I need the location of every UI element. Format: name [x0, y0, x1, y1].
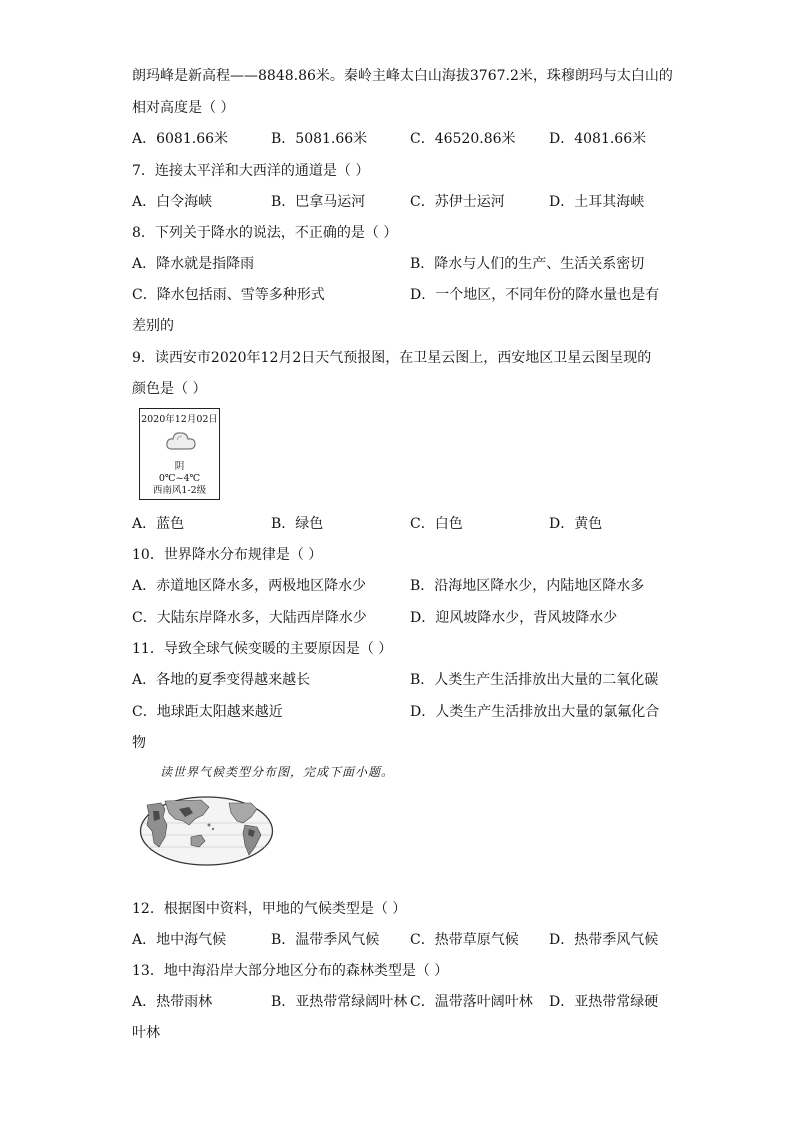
world-climate-map: [139, 795, 274, 867]
weather-forecast-card: [139, 408, 220, 500]
q12-option-a: A．地中海气候: [132, 932, 227, 948]
q10-option-d: D．迎风坡降水少，背风坡降水少: [410, 610, 618, 626]
q11-option-a: A．各地的夏季变得越来越长: [132, 672, 311, 688]
cloud-icon: [164, 427, 198, 455]
q8-option-c: C．降水包括雨、雪等多种形式: [132, 287, 325, 303]
q9-stem-line1: 9．读西安市2020年12月2日天气预报图，在卫星云图上，西安地区卫星云图呈现的: [132, 350, 652, 366]
q6-stem-line1: 朗玛峰是新高程——8848.86米。秦岭主峰太白山海拔3767.2米，珠穆朗玛与太白山的: [132, 68, 673, 84]
q12-option-c: C．热带草原气候: [410, 932, 519, 948]
q7-option-c: C．苏伊士运河: [410, 194, 505, 210]
q13-stem: 13．地中海沿岸大部分地区分布的森林类型是（ ）: [132, 963, 449, 979]
q6-option-d: D．4081.66米: [549, 131, 647, 147]
q9-option-c: C．白色: [410, 516, 463, 532]
q12-stem: 12．根据图中资料，甲地的气候类型是（ ）: [132, 901, 407, 917]
weather-temperature: 0℃~4℃: [158, 473, 201, 484]
q11-option-c: C．地球距太阳越来越近: [132, 704, 283, 720]
q8-option-a: A．降水就是指降雨: [132, 256, 255, 272]
weather-wind: 西南风1-2级: [152, 485, 207, 496]
q6-stem-line2: 相对高度是（ ）: [132, 100, 235, 116]
q9-stem-line2: 颜色是（ ）: [132, 381, 207, 397]
q7-option-d: D．土耳其海峡: [549, 194, 645, 210]
q13-option-d: D．亚热带常绿硬: [549, 994, 659, 1010]
q12-option-d: D．热带季风气候: [549, 932, 659, 948]
q11-option-b: B．人类生产生活排放出大量的二氧化碳: [410, 672, 659, 688]
q7-option-a: A．白令海峡: [132, 194, 213, 210]
q9-option-a: A．蓝色: [132, 516, 185, 532]
q6-option-c: C．46520.86米: [410, 131, 516, 147]
q13-option-c: C．温带落叶阔叶林: [410, 994, 533, 1010]
q10-option-b: B．沿海地区降水少，内陆地区降水多: [410, 578, 645, 594]
q9-option-b: B．绿色: [271, 516, 324, 532]
q9-option-d: D．黄色: [549, 516, 603, 532]
q11-option-d: D．人类生产生活排放出大量的氯氟化合: [410, 704, 660, 720]
q8-option-d: D．一个地区，不同年份的降水量也是有: [410, 287, 660, 303]
q13-option-b: B．亚热带常绿阔叶林: [271, 994, 408, 1010]
q8-option-b: B．降水与人们的生产、生活关系密切: [410, 256, 645, 272]
q8-option-d-wrap: 差别的: [132, 318, 174, 334]
q7-option-b: B．巴拿马运河: [271, 194, 366, 210]
q8-stem: 8．下列关于降水的说法，不正确的是（ ）: [132, 225, 398, 241]
map-questions-intro: 读世界气候类型分布图，完成下面小题。: [160, 765, 395, 779]
q12-option-b: B．温带季风气候: [271, 932, 380, 948]
q11-stem: 11．导致全球气候变暖的主要原因是（ ）: [132, 641, 393, 657]
q10-stem: 10．世界降水分布规律是（ ）: [132, 547, 323, 563]
q13-option-d-wrap: 叶林: [132, 1025, 160, 1041]
q6-option-b: B．5081.66米: [271, 131, 368, 147]
q7-stem: 7．连接太平洋和大西洋的通道是（ ）: [132, 163, 370, 179]
weather-date: 2020年12月02日: [141, 414, 218, 425]
q11-option-d-wrap: 物: [132, 735, 146, 751]
q10-option-a: A．赤道地区降水多，两极地区降水少: [132, 578, 367, 594]
q10-option-c: C．大陆东岸降水多，大陆西岸降水少: [132, 610, 367, 626]
q6-option-a: A．6081.66米: [132, 131, 229, 147]
q13-option-a: A．热带雨林: [132, 994, 213, 1010]
weather-condition: 阴: [174, 461, 185, 472]
